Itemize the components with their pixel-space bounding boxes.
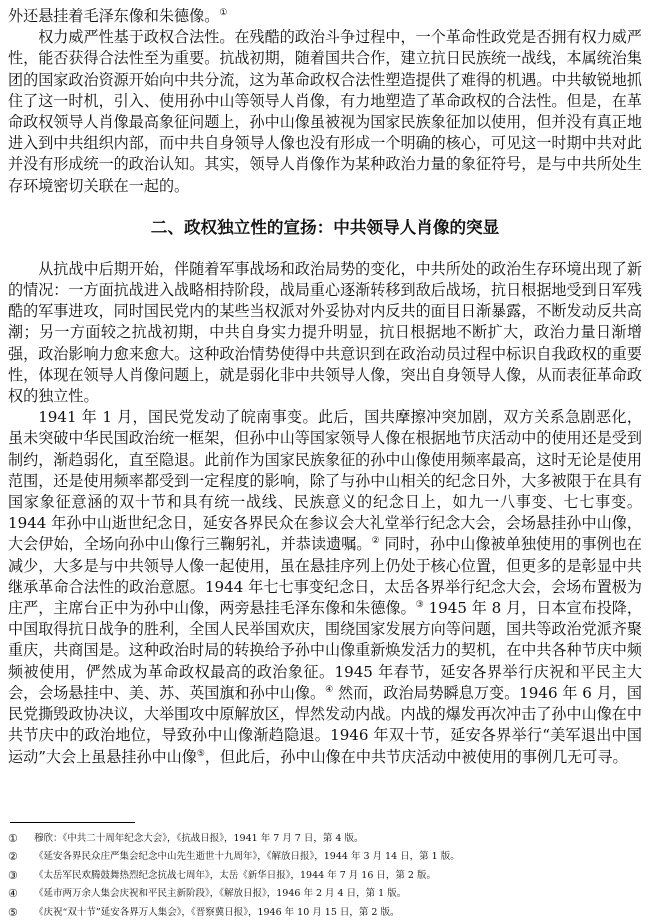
footnotes <box>8 830 640 922</box>
footnote-mark: ① <box>8 832 18 845</box>
footnote-divider <box>10 822 135 823</box>
footnote-text: 《太岳军民欢腾鼓舞热烈纪念抗战七周年》，太岳《新华日报》，1944 年 7 月 16 日，第 2 版。 <box>34 869 436 881</box>
footnote <box>8 848 640 866</box>
paragraph: 权力威严性基于政权合法性。在残酷的政治斗争过程中，一个革命性政党是否拥有权力威严性，能否获得合法性至为重要。抗战初期，随着国共合作，建立抗日民族统一战线，本属统治集团的国家政治资源开始向中共分流，这为革命政权合法性塑造提供了难得的机遇。中共敏锐地抓住了这一时机，引入、使用孙中山等领导人肖像，有力地塑造了革命政权的合法性。但是，在革命政权领导人肖像最高象征问题上，孙中山像虽被视为国家民族象征加以使用，但并没有真正地进入到中共组织内部，而中共自身领导人像也没有形成一个明确的核心，可见这一时期中共对此并没有形成统一的政治认知。其实，领导人肖像作为某种政治力量的象征符号，是与中共所处生存环境密切关联在一起的。 <box>8 28 642 195</box>
footnote <box>8 830 640 848</box>
footnote-text: 穆欣：《中共二十周年纪念大会》，《抗战日报》，1941 年 7 月 7 日，第 4 版。 <box>34 833 364 844</box>
footnote <box>8 904 640 922</box>
footnote-text: 《延安各界民众庄严集会纪念中山先生逝世十九周年》，《解放日报》，1944 年 3 月 14 日，第 1 版。 <box>34 851 460 863</box>
footnote <box>8 867 640 885</box>
footnote-mark: ③ <box>8 868 18 882</box>
paragraph-continued <box>8 6 642 27</box>
footnote-text: 《延市两万余人集会庆祝和平民主新阶段》，《解放日报》，1946 年 2 月 4 日，第 1 版。 <box>34 888 407 900</box>
footnote-mark: ④ <box>8 887 18 901</box>
footnote-mark: ⑤ <box>8 905 18 919</box>
paragraph <box>8 407 642 767</box>
paragraph: 从抗战中后期开始，伴随着军事战场和政治局势的变化，中共所处的政治生存环境出现了新的情况：一方面抗战进入战略相持阶段，战局重心逐渐转移到敌后战场，抗日根据地受到日军残酷的军事进攻，同时国民党内的某些当权派对外妥协对内反共的面目日渐暴露，不断发动反共高潮；另一方面较之抗战初期，中共自身实力提升明显，抗日根据地不断扩大，政治力量日渐增强，政治影响力愈来愈大。这种政治情势使得中共意识到在政治动员过程中标识自我政权的重要性，体现在领导人肖像问题上，就是弱化非中共领导人像，突出自身领导人像，从而表征革命政权的独立性。 <box>8 259 642 406</box>
paragraph-text: 1941 年 1 月，国民党发动了皖南事变。此后，国共摩擦冲突加剧，双方关系急剧恶化，虽未突破中华民国政治统一框架，但孙中山等国家领导人像在根据地节庆活动中的使用还是受到制约，渐趋弱化，直至隐退。此前作为国家民族象征的孙中山像使用频率最高，这时无论是使用范围，还是使用频率都受到一定程度的影响，除了与孙中山相关的纪念日外，大多被限于在具有国家象征意涵的双十节和具有统一战线、民族意义的纪念日上，如九一八事变、七七事变。1944 年孙中山逝世纪念日，延安各界民众在参议会大礼堂举行纪念大会，会场悬挂孙中山像，大会伊始，全场向孙中山像行三鞠躬礼，并恭读遗嘱。 <box>8 408 642 554</box>
section-heading: 二、政权独立性的宣扬：中共领导人肖像的突显 <box>150 217 500 237</box>
paragraph-text: 同时，孙中山像被单独使用的事例也在减少，大多是与中共领导人像一起使用，虽在悬挂序列上仍处于核心位置，但更多的是彰显中共继承革命合法性的政治意愿。1944 年七七事变纪念日，太岳各界举行纪念大会，会场布置极为庄严，主席台正中为孙中山像，两旁悬挂毛泽东像和朱德像。 <box>8 535 642 618</box>
footnote-reference[interactable]: ① <box>219 8 228 18</box>
paragraph-text: 然而，政治局势瞬息万变。1946 年 6 月，国民党撕毁政协决议，大举围攻中原解放区，悍然发动内战。内战的爆发再次冲击了孙中山像在中共节庆中的政治地位，导致孙中山像渐趋隐退。1946 年双十节，延安各界举行“美军退出中国运动”大会上虽悬挂孙中山像 <box>8 683 642 766</box>
paragraph-text: 外还悬挂着毛泽东像和朱德像。 <box>8 7 220 25</box>
footnote-reference[interactable]: ③ <box>415 600 424 611</box>
footnote <box>8 885 640 903</box>
paragraph-text: 1945 年 8 月，日本宣布投降，中国取得抗日战争的胜利，全国人民举国欢庆，围绕国家发展方向等问题，国共等政治党派齐聚重庆，共商国是。这种政治时局的转换给予孙中山像重新焕发活力的契机，在中共各种节庆中频频被使用，俨然成为革命政权最高的政治象征。1945 年春节，延安各界举行庆祝和平民主大会，会场悬挂中、美、苏、英国旗和孙中山像。 <box>8 599 642 702</box>
footnote-mark: ② <box>8 850 18 864</box>
footnote-text: 《庆祝“双十节”延安各界万人集会》，《晋察冀日报》，1946 年 10 月 15 日，第 2 版。 <box>34 906 400 918</box>
footnote-reference[interactable]: ④ <box>325 684 334 695</box>
paragraph-text: ，但此后，孙中山像在中共节庆活动中被使用的事例几无可寻。 <box>204 747 628 766</box>
footnote-reference[interactable]: ⑤ <box>196 748 205 759</box>
footnote-reference[interactable]: ② <box>371 536 380 547</box>
